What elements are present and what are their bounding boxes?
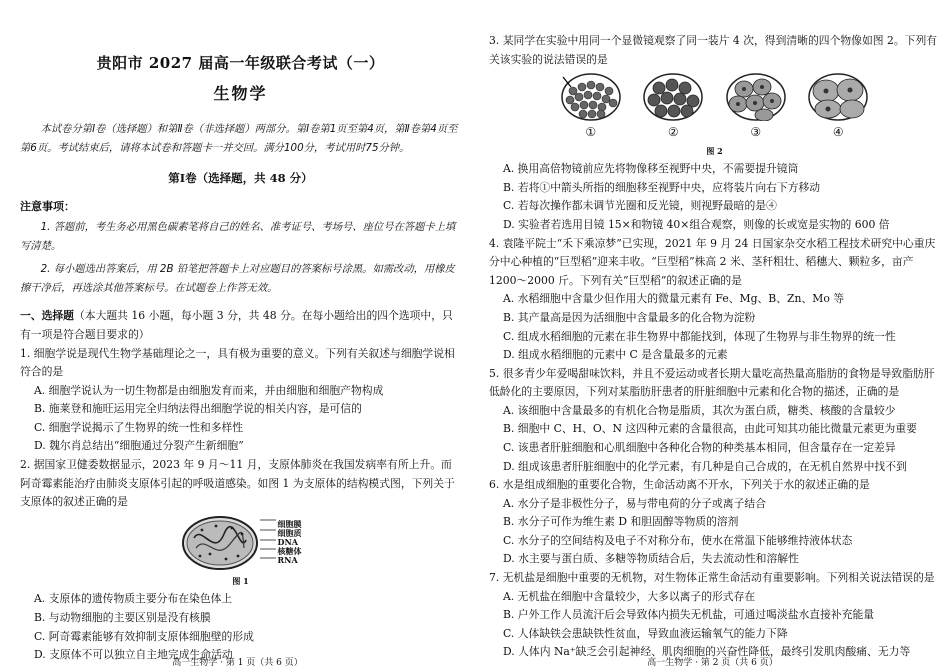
figure-1-label: 核糖体 (277, 546, 302, 557)
question-5 (489, 365, 940, 476)
question-1-option-c: C. 细胞学说揭示了生物界的统一性和多样性 (34, 420, 244, 434)
section-1-text: （本大题共 16 小题，每小题 3 分，共 48 分。在每小题给出的四个选项中，只有一项是符合题目要求的） (20, 309, 453, 342)
figure-2-caption: 图 2 (706, 145, 723, 156)
micro-view-number: ① (585, 125, 597, 140)
section-1-heading (20, 307, 461, 344)
micro-field-3 (726, 73, 786, 121)
figure-1 (20, 514, 461, 572)
question-7-option-c: C. 人体缺铁会患缺铁性贫血，导致血液运输氧气的能力下降 (503, 626, 788, 640)
micro-view-number: ④ (832, 125, 844, 140)
figure-1-label: RNA (277, 555, 298, 566)
notice-item-1: 1. 答题前，考生务必用黑色碳素笔将自己的姓名、准考证号、考场号、座位号在答题卡上填写清楚。 (20, 220, 456, 252)
micro-view-1 (561, 73, 621, 142)
part-1-heading: 第Ⅰ卷（选择题，共 48 分） (168, 170, 313, 185)
question-3-option-a: A. 换用高倍物镜前应先将物像移至视野中央，不需要提升镜筒 (503, 162, 799, 176)
figure-1-leader-lines (260, 514, 276, 572)
question-4-option-a: A. 水稻细胞中含量少但作用大的微量元素有 Fe、Mg、B、Zn、Mo 等 (503, 292, 845, 306)
question-5-stem: 5. 很多青少年爱喝甜味饮料，并且不爱运动或者长期大量吃高热量高脂肪的食物是导致脂肪肝低龄化的主要原因，下列对某脂肪肝患者的肝脏细胞中元素和化合物的描述，正确的是 (489, 366, 935, 399)
figure-2 (550, 73, 880, 142)
question-6-option-c: C. 水分子的空间结构及电子不对称分布，使水在常温下能够维持液体状态 (503, 533, 853, 547)
question-1-option-d: D. 魏尔肖总结出“细胞通过分裂产生新细胞” (34, 439, 244, 453)
figure-1-label: 细胞质 (277, 528, 302, 539)
question-3-option-d: D. 实验者若选用目镜 15×和物镜 40×组合观察，则像的长或宽是实物的 600 倍 (503, 218, 890, 232)
question-1 (20, 345, 461, 456)
question-5-option-a: A. 该细胞中含量最多的有机化合物是脂质，其次为蛋白质，糖类、核酸的含量较少 (503, 403, 896, 417)
question-7 (489, 569, 940, 662)
question-3-option-c: C. 若每次操作都未调节光圈和反光镜，则视野最暗的是④ (503, 199, 777, 213)
question-1-option-b: B. 施莱登和施旺运用完全归纳法得出细胞学说的相关内容，是可信的 (34, 402, 362, 416)
figure-1-caption: 图 1 (232, 575, 249, 586)
page-2-footer: 高一生物学 · 第 2 页（共 6 页） (647, 658, 778, 668)
question-3-stem: 3. 某同学在实验中用同一个显微镜观察了同一装片 4 次，得到清晰的四个物像如图 2。下列有关该实验的说法错误的是 (489, 34, 938, 66)
question-7-option-b: B. 户外工作人员流汗后会导致体内损失无机盐，可通过喝淡盐水直接补充能量 (503, 608, 875, 622)
micro-view-number: ② (667, 125, 679, 140)
question-4-stem: 4. 袁隆平院士“禾下乘凉梦”已实现，2021 年 9 月 24 日国家杂交水稻工程技术研究中心重庆分中心种植的“巨型稻”迎来丰收。“巨型稻”株高 2 米、茎秆粗壮、稻穗大、颗粒多，亩产 1200～2000 斤。下列有关“巨型稻”的叙述正确的是 (489, 236, 936, 287)
question-6 (489, 476, 940, 569)
question-6-stem: 6. 水是组成细胞的重要化合物，生命活动离不开水，下列关于水的叙述正确的是 (489, 478, 870, 492)
question-6-option-d: D. 水主要与蛋白质、多糖等物质结合后，失去流动性和溶解性 (503, 552, 799, 566)
micro-view-4 (808, 73, 868, 142)
page-2 (475, 0, 950, 672)
exam-intro: 本试卷分第Ⅰ卷（选择题）和第Ⅱ卷（非选择题）两部分。第Ⅰ卷第1页至第4页，第Ⅱ卷第4页至第6页。考试结束后，请将本试卷和答题卡一并交回。满分100分，考试用时75分钟。 (20, 123, 458, 154)
figure-1-label: 细胞膜 (277, 519, 302, 530)
question-4-option-c: C. 组成水稻细胞的元素在非生物界中都能找到，体现了生物界与非生物界的统一性 (503, 329, 896, 343)
micro-view-number: ③ (750, 125, 762, 140)
question-7-stem: 7. 无机盐是细胞中重要的无机物，对生物体正常生命活动有重要影响。下列相关说法错误的是 (489, 571, 935, 585)
notice-heading: 注意事项： (20, 199, 75, 213)
question-5-option-c: C. 该患者肝脏细胞和心肌细胞中各种化合物的种类基本相同，但含量存在一定差异 (503, 440, 896, 454)
question-1-stem: 1. 细胞学说是现代生物学基础理论之一，具有极为重要的意义。下列有关叙述与细胞学说相符合的是 (20, 346, 455, 379)
question-2-option-d: D. 支原体不可以独立自主地完成生命活动 (34, 648, 233, 662)
section-1-label: 一、选择题 (20, 309, 74, 323)
micro-field-4 (808, 73, 868, 121)
question-7-option-d: D. 人体内 Na⁺缺乏会引起神经、肌肉细胞的兴奋性降低，最终引发肌肉酸痛、无力等 (503, 645, 911, 659)
question-2-option-c: C. 阿奇霉素能够有效抑制支原体细胞壁的形成 (34, 629, 254, 643)
question-4-option-d: D. 组成水稻细胞的元素中 C 是含量最多的元素 (503, 348, 728, 362)
question-3 (489, 32, 940, 235)
micro-field-2 (643, 73, 703, 121)
question-5-option-d: D. 组成该患者肝脏细胞中的化学元素，有几种是自己合成的，在无机自然界中找不到 (503, 459, 907, 473)
question-6-option-b: B. 水分子可作为维生素 D 和胆固醇等物质的溶剂 (503, 515, 739, 529)
question-6-option-a: A. 水分子是非极性分子，易与带电荷的分子或离子结合 (503, 496, 766, 510)
question-2-stem: 2. 据国家卫健委数据显示，2023 年 9 月～11 月，支原体肺炎在我国发病率有所上升。而阿奇霉素能治疗由肺炎支原体引起的呼吸道感染。如图 1 为支原体的结构模式图，下列关于支原体的叙述正确的是 (20, 458, 455, 509)
question-2-option-b: B. 与动物细胞的主要区别是没有核膜 (34, 610, 211, 624)
figure-1-label: DNA (277, 537, 298, 548)
question-4-option-b: B. 其产量高是因为活细胞中含量最多的化合物为淀粉 (503, 310, 756, 324)
mycoplasma-diagram (180, 514, 260, 572)
exam-title: 贵阳市 2027 届高一年级联合考试（一） (96, 54, 385, 72)
question-2-option-a: A. 支原体的遗传物质主要分布在染色体上 (34, 592, 233, 606)
micro-view-3 (726, 73, 786, 142)
question-3-option-b: B. 若将①中箭头所指的细胞移至视野中央，应将装片向右下方移动 (503, 180, 821, 194)
question-5-option-b: B. 细胞中 C、H、O、N 这四种元素的含量很高，由此可知其功能比微量元素更为重要 (503, 422, 917, 436)
figure-1-labels (278, 520, 302, 565)
question-4 (489, 235, 940, 365)
page-1-footer: 高一生物学 · 第 1 页（共 6 页） (172, 658, 303, 668)
micro-view-2 (643, 73, 703, 142)
question-2 (20, 456, 461, 665)
micro-field-1 (561, 73, 621, 121)
exam-subject: 生物学 (213, 84, 268, 103)
question-1-option-a: A. 细胞学说认为一切生物都是由细胞发育而来，并由细胞和细胞产物构成 (34, 383, 384, 397)
question-7-option-a: A. 无机盐在细胞中含量较少，大多以离子的形式存在 (503, 589, 756, 603)
notice-item-2: 2. 每小题选出答案后，用 2B 铅笔把答题卡上对应题目的答案标号涂黑。如需改动，用橡皮擦干净后，再选涂其他答案标号。在试题卷上作答无效。 (20, 262, 455, 294)
